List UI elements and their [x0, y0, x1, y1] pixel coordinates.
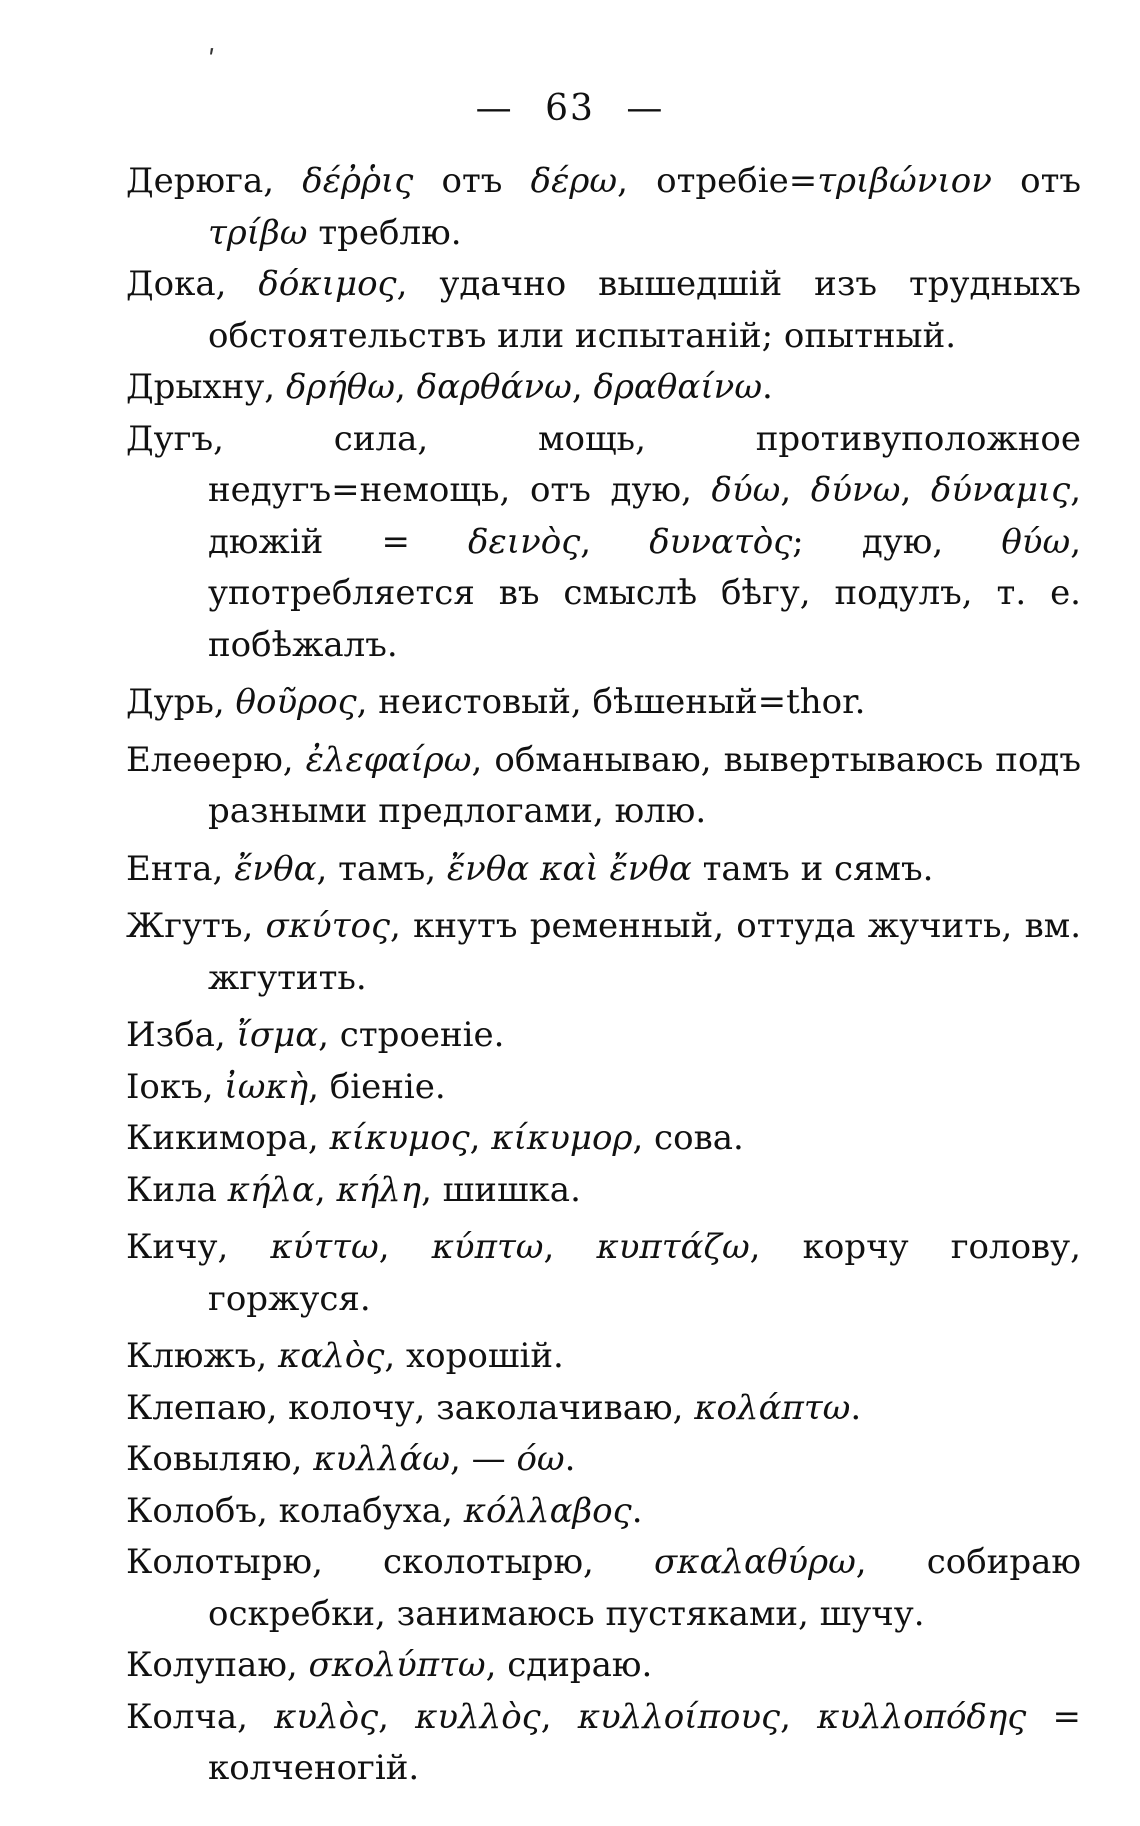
greek-word: κυλλὸς — [415, 1696, 541, 1737]
entry-text: , употребляется въ смыслѣ бѣгу, подулъ, т. е. побѣжалъ. — [208, 521, 1081, 665]
page-header — [0, 88, 1140, 129]
dictionary-entry — [126, 1010, 1081, 1062]
dictionary-entries — [126, 156, 1081, 1795]
dictionary-entry — [126, 362, 1081, 414]
entry-text: Дрыхну, — [126, 367, 286, 407]
page-number: 63 — [545, 88, 595, 129]
entry-text: Кичу, — [126, 1227, 271, 1267]
entry-text: Колча, — [126, 1696, 275, 1737]
entry-text: , — [780, 1696, 818, 1737]
greek-word: δραθαίνω — [593, 367, 763, 407]
dictionary-entry — [126, 677, 1081, 729]
entry-text: , хорошій. — [384, 1336, 564, 1376]
entry-text: Елеѳерю, — [126, 739, 306, 780]
greek-word: τριβώνιον — [817, 161, 992, 201]
header-dash-left: — — [475, 88, 514, 129]
entry-text: отъ — [991, 161, 1082, 201]
greek-word: ἴσμα — [236, 1015, 319, 1055]
entry-text: , біеніе. — [308, 1066, 446, 1107]
entry-text: Жгутъ, — [126, 906, 266, 946]
greek-word: κύττω — [270, 1227, 379, 1267]
greek-word: δεινὸς — [468, 521, 581, 562]
greek-word: κυλλοίπους — [577, 1696, 781, 1737]
dictionary-entry — [126, 1165, 1081, 1217]
entry-text: , обманываю, вывертываюсь подъ разными предлогами, юлю. — [208, 739, 1081, 831]
entry-text: Клюжъ, — [126, 1336, 279, 1376]
greek-word: κυλλάω — [313, 1439, 450, 1479]
entry-text: Дока, — [126, 264, 259, 304]
entry-text: thor — [786, 682, 855, 722]
greek-word: κυλλοπόδης — [817, 1696, 1027, 1737]
entry-text: , тамъ, — [316, 848, 447, 889]
greek-word: όω — [516, 1439, 565, 1479]
greek-word: θοῦρος — [235, 682, 357, 722]
entry-text: , сова. — [632, 1118, 744, 1158]
greek-word: δύω — [711, 470, 781, 510]
entry-text: , — [378, 1227, 432, 1267]
entry-text: Дурь, — [126, 682, 236, 722]
entry-text: , отребіе= — [617, 161, 818, 201]
entry-text: Ента, — [126, 848, 235, 889]
greek-word: δόκιμος — [258, 264, 397, 304]
greek-word: τρίβω — [208, 212, 308, 253]
entry-text: , — [469, 1118, 492, 1158]
entry-text: . — [854, 682, 866, 722]
entry-text: Колотырю, сколотырю, — [126, 1542, 654, 1582]
entry-text: . — [631, 1490, 643, 1531]
entry-text: , — [394, 367, 417, 407]
entry-text: , неистовый, бѣшеный= — [356, 682, 787, 722]
entry-text: , собираю оскребки, занимаюсь пустяками, шучу. — [208, 1542, 1081, 1634]
print-mark: ʹ — [208, 46, 216, 76]
entry-text: , кнутъ ременный, оттуда жучить, вм. жгутить. — [208, 906, 1081, 998]
greek-word: κύπτω — [431, 1227, 544, 1267]
greek-word: δύνω — [810, 470, 901, 510]
dictionary-entry — [126, 1113, 1081, 1165]
entry-text: тамъ и сямъ. — [691, 848, 934, 889]
entry-text: Дерюга, — [126, 161, 303, 201]
dictionary-entry — [126, 1434, 1081, 1486]
dictionary-entry — [126, 1062, 1081, 1114]
entry-text: , — [580, 521, 650, 562]
entry-text: , — [378, 1696, 416, 1737]
entry-text: . — [564, 1439, 576, 1479]
greek-word: δρήθω — [285, 367, 395, 407]
dictionary-entry — [126, 1486, 1081, 1538]
entry-text: , — [780, 470, 811, 510]
dictionary-entry — [126, 1537, 1081, 1640]
greek-word: καλὸς — [278, 1336, 385, 1376]
entry-text: , — [540, 1696, 578, 1737]
greek-word: ἐλεφαίρω — [305, 739, 472, 780]
entry-text: Іокъ, — [126, 1066, 225, 1107]
greek-word: σκολύπτω — [308, 1645, 486, 1685]
entry-text: . — [762, 367, 773, 407]
entry-text: Изба, — [126, 1015, 237, 1055]
dictionary-entry — [126, 1331, 1081, 1383]
entry-text: . — [850, 1387, 862, 1428]
dictionary-entry — [126, 1222, 1081, 1325]
entry-text: , шишка. — [421, 1169, 581, 1210]
entry-text: Клепаю, колочу, заколачиваю, — [126, 1387, 695, 1428]
greek-word: ἔνθα — [234, 848, 317, 889]
greek-word: κίκυμορ — [491, 1118, 633, 1158]
entry-text: , строеніе. — [318, 1015, 505, 1055]
entry-text: , дюжій = — [208, 470, 1081, 562]
entry-text: Колупаю, — [126, 1645, 309, 1685]
entry-text: , — [900, 470, 931, 510]
dictionary-entry — [126, 844, 1081, 896]
dictionary-entry — [126, 901, 1081, 1004]
entry-text: , — — [450, 1439, 517, 1479]
greek-word: σκαλαθύρω — [653, 1542, 856, 1582]
dictionary-entry — [126, 1692, 1081, 1795]
dictionary-entry — [126, 414, 1081, 672]
greek-word: κυλὸς — [274, 1696, 379, 1737]
greek-word: ἰωκὴ — [224, 1066, 309, 1107]
entry-text: , сдираю. — [485, 1645, 653, 1685]
dictionary-entry — [126, 156, 1082, 259]
header-dash-right: — — [626, 88, 665, 129]
greek-word: κυπτάζω — [596, 1227, 750, 1267]
dictionary-entry — [126, 735, 1081, 838]
entry-text: Колобъ, колабуха, — [126, 1490, 464, 1531]
dictionary-entry — [126, 1383, 1081, 1435]
greek-word: δύναμις — [930, 470, 1071, 510]
entry-text: Кила — [126, 1169, 228, 1210]
greek-word: ἔνθα καὶ ἔνθα — [446, 848, 692, 889]
greek-word: δαρθάνω — [416, 367, 572, 407]
entry-text: , корчу голову, горжуся. — [208, 1227, 1081, 1319]
greek-word: θύω — [1001, 521, 1071, 562]
entry-text: отъ — [413, 161, 531, 201]
greek-word: δέρω — [530, 161, 618, 201]
dictionary-entry — [126, 1640, 1081, 1692]
entry-text: треблю. — [307, 212, 462, 253]
greek-word: κίκυμος — [329, 1118, 470, 1158]
greek-word: κόλλαβος — [463, 1490, 632, 1531]
entry-text: , — [314, 1169, 337, 1210]
greek-word: κολάπτω — [694, 1387, 851, 1428]
entry-text: = колченогій. — [208, 1696, 1081, 1788]
entry-text: Ковыляю, — [126, 1439, 314, 1479]
greek-word: κήλη — [336, 1169, 422, 1210]
greek-word: δέῤῥις — [302, 161, 414, 201]
entry-text: , — [571, 367, 594, 407]
dictionary-entry — [126, 259, 1082, 362]
entry-text: Кикимора, — [126, 1118, 330, 1158]
greek-word: κήλα — [227, 1169, 315, 1210]
entry-text: Дугъ, сила, мощь, противуположное недугъ=немощь, отъ дую, — [126, 418, 1081, 510]
greek-word: δυνατὸς — [649, 521, 793, 562]
entry-text: , удачно вышедшій изъ трудныхъ обстоятельствъ или испытаній; опытный. — [208, 264, 1082, 356]
entry-text: , — [543, 1227, 597, 1267]
entry-text: ; дую, — [792, 521, 1002, 562]
greek-word: σκύτος — [265, 906, 391, 946]
